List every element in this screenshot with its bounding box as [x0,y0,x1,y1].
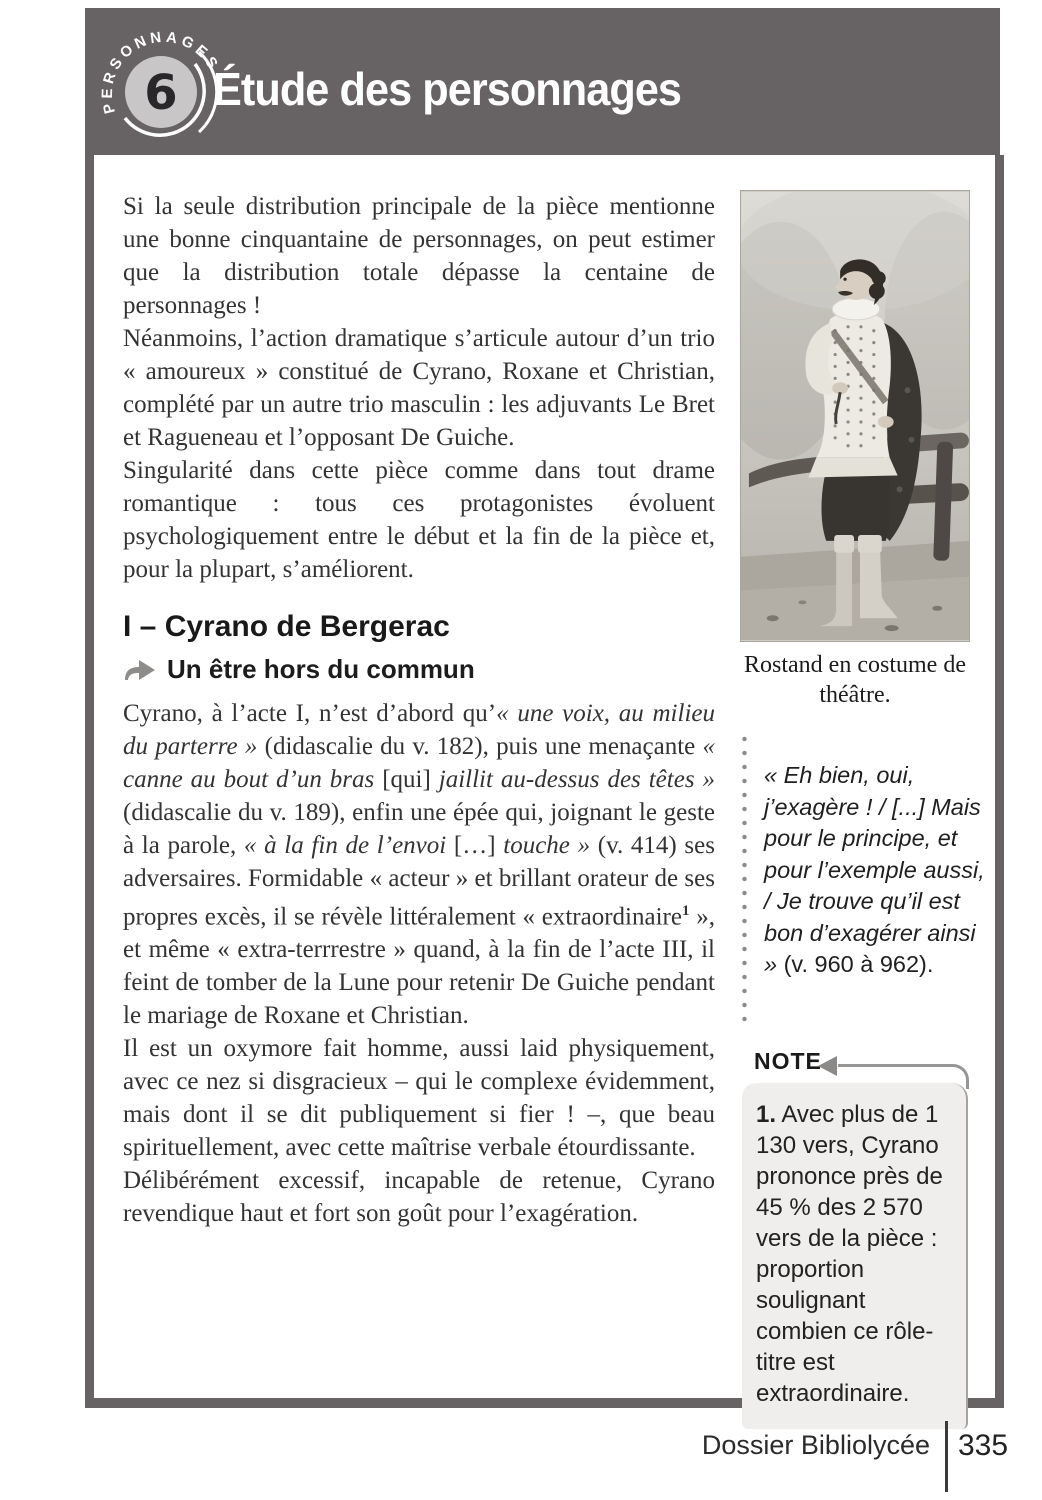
quote-text: « Eh bien, oui, j’exagère ! / [...] Mais pour le principe, et pour l’exemple aussi, / Je trouve qu’il est bon d’exagérer ainsi » (v. 960 à 962). [764,762,985,977]
chapter-badge [95,12,227,152]
page-number: 335 [958,1429,1009,1462]
body-paragraph: Il est un oxymore fait homme, aussi laid physiquement, avec ce nez si disgracieux – qui le complexe évidemment, mais dont il se dit publiquement si fier ! –, que beau spirituellement, avec cette maîtrise verbale étourdissante. [123,1035,715,1162]
margin-quote [742,726,994,981]
intro-paragraph: Si la seule distribution principale de la pièce mentionne une bonne cinquantaine de personnages, on peut estimer que la distribution totale dépasse la centaine de personnages ! [123,193,715,319]
intro-paragraph: Néanmoins, l’action dramatique s’articule autour d’un trio « amoureux » constitué de Cyrano, Roxane et Christian, complété par un autre trio masculin : les adjuvants Le Bret et Ragueneau et l’opposant De Guiche. [123,325,715,451]
section-heading: I – Cyrano de Bergerac [123,610,450,643]
photo-caption: Rostand en costume de théâtre. [744,652,966,708]
subsection-heading [123,654,715,685]
footer-divider [945,1421,948,1492]
main-text-column [123,190,715,1230]
dotted-rule [742,734,747,1024]
intro-paragraph: Singularité dans cette pièce comme dans tout drame romantique : tous ces protagonistes évoluent psychologiquement entre le début et la fin de la pièce et, pour la plupart, s’améliorent. [123,457,715,583]
note-box: 1. Avec plus de 1 130 vers, Cyrano prononce près de 45 % des 2 570 vers de la pièce : proportion soulignant combien ce rôle-titre est extraordinaire. [742,1083,968,1429]
body-paragraph: Cyrano, à l’acte I, n’est d’abord qu’« une voix, au milieu du parterre » (didascalie du v. 182), puis une menaçante « canne au bout d’un bras [qui] jaillit au-dessus des têtes » (didascalie du v. 189), enfin une épée qui, joignant le geste à la parole, « à la fin de l’envoi […] touche » (v. 414) ses adversaires. Formidable « acteur » et brillant orateur de ses propres excès, il se révèle littéralement « extraordinaire$^1$ », et même « extra-terrrestre » quand, à la fin de l’acte III, il feint de tomber de la Lune pour retenir De Guiche pendant le mariage de Roxane et Christian. [123,700,716,1030]
page-frame-left [85,155,94,1398]
note-block [742,1048,968,1429]
body-paragraph: Délibérément excessif, incapable de retenue, Cyrano revendique haut et fort son goût pour l’exagération. [123,1167,715,1228]
badge-ring-label: PERSONNAGES [98,28,222,116]
page-title: Étude des personnages [213,63,682,115]
note-arrowhead-icon [818,1056,837,1076]
note-label: NOTE [754,1048,822,1074]
note-pointer-line [838,1064,969,1089]
rostand-photo [740,190,970,642]
page-frame-right [995,155,1004,1398]
chapter-number: 6 [144,65,178,121]
arrow-right-icon [123,658,157,682]
footer-collection-label: Dossier Bibliolycée [701,1430,930,1460]
subsection-label: Un être hors du commun [167,654,475,684]
